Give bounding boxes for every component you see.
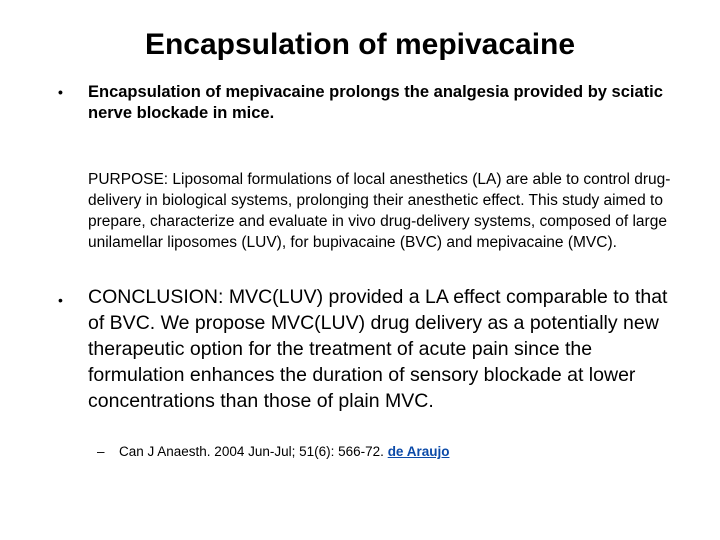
bullet-marker: • (58, 84, 63, 100)
slide-title: Encapsulation of mepivacaine (144, 28, 576, 61)
citation-dash: – (97, 444, 105, 459)
bullet-text-summary: Encapsulation of mepivacaine prolongs the analgesia provided by sciatic nerve blockade in mice. (88, 83, 663, 122)
bullet-text-conclusion: CONCLUSION: MVC(LUV) provided a LA effect comparable to that of BVC. We propose MVC(LUV) drug delivery as a potentially new therapeutic option for the treatment of acute pain since the formulation enhances the duration of sensory blockade at lower concentrations than those of plain MVC. (88, 286, 668, 412)
citation-block (119, 443, 449, 461)
citation-line (97, 443, 657, 461)
purpose-paragraph: PURPOSE: Liposomal formulations of local anesthetics (LA) are able to control drug-delivery in biological systems, prolonging their anesthetic effect. This study aimed to prepare, characterize and evaluate in vivo drug-delivery systems, composed of large unilamellar liposomes (LUV), for bupivacaine (BVC) and mepivacaine (MVC). (88, 171, 671, 251)
bullet-marker: • (58, 292, 63, 308)
citation-text: Can J Anaesth. 2004 Jun-Jul; 51(6): 566-72. (119, 444, 384, 459)
bullet-item-conclusion (58, 284, 678, 414)
bullet-item-summary (58, 82, 668, 124)
citation-author-link[interactable]: de Araujo (387, 444, 450, 459)
